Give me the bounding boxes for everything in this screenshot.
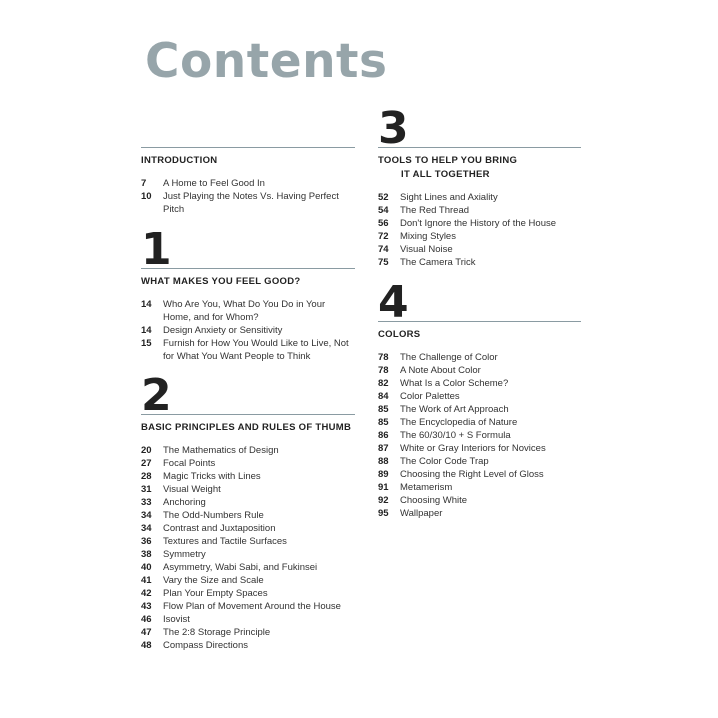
entry-page-number: 48 — [141, 640, 152, 651]
entry-page-number: 41 — [141, 575, 152, 586]
entry-page-number: 38 — [141, 549, 152, 560]
entry-page-number: 52 — [378, 192, 389, 203]
entry-page-number: 36 — [141, 536, 152, 547]
entry-title: Isovist — [163, 614, 190, 625]
toc-entry — [378, 416, 581, 429]
entry-page-number: 87 — [378, 443, 389, 454]
toc-entry — [141, 613, 355, 626]
toc-entry — [141, 324, 355, 337]
entry-title: Flow Plan of Movement Around the House — [163, 601, 341, 612]
entry-title: The Odd-Numbers Rule — [163, 510, 264, 521]
entry-page-number: 78 — [378, 352, 389, 363]
entry-page-number: 85 — [378, 404, 389, 415]
toc-entry — [141, 483, 355, 496]
toc-entry — [141, 626, 355, 639]
toc-entry — [378, 507, 581, 520]
toc-entry — [378, 377, 581, 390]
entry-title: Furnish for How You Would Like to Live, Not for What You Want People to Think — [163, 338, 349, 362]
section-1 — [141, 224, 355, 363]
entry-title: Sight Lines and Axiality — [400, 192, 498, 203]
entry-page-number: 82 — [378, 378, 389, 389]
toc-entry — [141, 496, 355, 509]
toc-entry — [378, 390, 581, 403]
section-2 — [141, 370, 355, 652]
entry-title: The Color Code Trap — [400, 456, 489, 467]
entry-page-number: 88 — [378, 456, 389, 467]
entry-title: What Is a Color Scheme? — [400, 378, 509, 389]
entry-title: Textures and Tactile Surfaces — [163, 536, 287, 547]
entry-title: Mixing Styles — [400, 231, 456, 242]
section-number: 2 — [141, 370, 172, 421]
entry-page-number: 15 — [141, 338, 152, 349]
section-3 — [378, 103, 581, 269]
toc-entry — [141, 600, 355, 613]
toc-entry — [141, 509, 355, 522]
entry-title: Who Are You, What Do You Do in Your Home, and for Whom? — [163, 299, 326, 323]
entry-page-number: 89 — [378, 469, 389, 480]
entry-title: Visual Noise — [400, 244, 453, 255]
section-heading-line1: TOOLS TO HELP YOU BRING — [378, 155, 518, 166]
entry-page-number: 43 — [141, 601, 152, 612]
entry-page-number: 42 — [141, 588, 152, 599]
entry-page-number: 78 — [378, 365, 389, 376]
toc-entry — [378, 191, 581, 204]
section-number: 3 — [378, 103, 409, 154]
section-4 — [378, 277, 581, 520]
entry-title: The Challenge of Color — [400, 352, 498, 363]
entry-page-number: 40 — [141, 562, 152, 573]
section-heading-line2: IT ALL TOGETHER — [401, 169, 490, 180]
toc-entry — [141, 587, 355, 600]
entry-list — [378, 351, 581, 520]
entry-title: Don't Ignore the History of the House — [400, 218, 557, 229]
toc-entry — [378, 429, 581, 442]
entry-title: Vary the Size and Scale — [163, 575, 264, 586]
section-heading — [378, 154, 581, 182]
entry-page-number: 72 — [378, 231, 389, 242]
toc-entry — [378, 442, 581, 455]
toc-entry — [141, 190, 355, 216]
entry-title: The Work of Art Approach — [400, 404, 509, 415]
entry-title: Visual Weight — [163, 484, 221, 495]
toc-entry — [378, 494, 581, 507]
toc-entry — [141, 639, 355, 652]
entry-page-number: 56 — [378, 218, 389, 229]
section-number: 4 — [378, 277, 409, 328]
entry-page-number: 7 — [141, 178, 147, 189]
entry-page-number: 85 — [378, 417, 389, 428]
entry-title: The Mathematics of Design — [163, 445, 279, 456]
section-divider — [141, 147, 355, 148]
toc-entry — [378, 455, 581, 468]
entry-list — [378, 191, 581, 269]
entry-title: A Note About Color — [400, 365, 481, 376]
entry-page-number: 47 — [141, 627, 152, 638]
entry-title: The 60/30/10 + S Formula — [400, 430, 511, 441]
page-title: Contents — [145, 34, 388, 89]
toc-entry — [378, 364, 581, 377]
entry-page-number: 14 — [141, 299, 152, 310]
entry-page-number: 95 — [378, 508, 389, 519]
entry-page-number: 27 — [141, 458, 152, 469]
toc-entry — [378, 468, 581, 481]
toc-entry — [141, 548, 355, 561]
entry-title: Magic Tricks with Lines — [163, 471, 261, 482]
entry-page-number: 34 — [141, 523, 152, 534]
entry-page-number: 74 — [378, 244, 389, 255]
entry-title: Asymmetry, Wabi Sabi, and Fukinsei — [163, 562, 318, 573]
entry-title: Symmetry — [163, 549, 206, 560]
entry-title: Color Palettes — [400, 391, 460, 402]
section-heading: WHAT MAKES YOU FEEL GOOD? — [141, 276, 301, 287]
entry-page-number: 31 — [141, 484, 152, 495]
entry-page-number: 14 — [141, 325, 152, 336]
entry-list — [141, 298, 355, 363]
toc-entry — [141, 298, 355, 324]
entry-title: The Red Thread — [400, 205, 470, 216]
entry-page-number: 34 — [141, 510, 152, 521]
toc-entry — [141, 457, 355, 470]
entry-page-number: 91 — [378, 482, 389, 493]
toc-entry — [378, 230, 581, 243]
toc-entry — [141, 574, 355, 587]
entry-list — [141, 444, 355, 652]
entry-title: Choosing the Right Level of Gloss — [400, 469, 544, 480]
toc-entry — [378, 204, 581, 217]
entry-page-number: 86 — [378, 430, 389, 441]
entry-title: White or Gray Interiors for Novices — [400, 443, 546, 454]
toc-entry — [378, 403, 581, 416]
toc-entry — [141, 470, 355, 483]
entry-title: Compass Directions — [163, 640, 248, 651]
toc-entry — [378, 243, 581, 256]
entry-page-number: 92 — [378, 495, 389, 506]
entry-title: A Home to Feel Good In — [163, 178, 265, 189]
section-divider — [141, 268, 355, 269]
entry-page-number: 54 — [378, 205, 389, 216]
entry-title: Choosing White — [400, 495, 468, 506]
entry-title: Plan Your Empty Spaces — [163, 588, 268, 599]
entry-title: Design Anxiety or Sensitivity — [163, 325, 283, 336]
entry-title: Wallpaper — [400, 508, 443, 519]
entry-title: Contrast and Juxtaposition — [163, 523, 276, 534]
entry-title: Just Playing the Notes Vs. Having Perfect Pitch — [163, 191, 339, 215]
entry-page-number: 75 — [378, 257, 389, 268]
section-introduction — [141, 147, 355, 216]
toc-entry — [141, 535, 355, 548]
entry-title: The Encyclopedia of Nature — [400, 417, 518, 428]
section-heading: BASIC PRINCIPLES AND RULES OF THUMB — [141, 422, 352, 433]
section-divider — [141, 414, 355, 415]
toc-entry — [378, 256, 581, 269]
toc-entry — [141, 337, 355, 363]
entry-title: Focal Points — [163, 458, 216, 469]
section-heading: COLORS — [378, 329, 421, 340]
section-heading: INTRODUCTION — [141, 155, 218, 166]
entry-page-number: 10 — [141, 191, 152, 202]
entry-page-number: 84 — [378, 391, 389, 402]
entry-title: The Camera Trick — [400, 257, 476, 268]
entry-title: Metamerism — [400, 482, 453, 493]
entry-page-number: 33 — [141, 497, 152, 508]
section-number: 1 — [141, 224, 172, 275]
entry-title: The 2:8 Storage Principle — [163, 627, 271, 638]
entry-page-number: 28 — [141, 471, 152, 482]
toc-entry — [141, 561, 355, 574]
toc-entry — [378, 481, 581, 494]
entry-title: Anchoring — [163, 497, 206, 508]
toc-entry — [141, 444, 355, 457]
entry-list — [141, 177, 355, 216]
toc-entry — [378, 217, 581, 230]
entry-page-number: 20 — [141, 445, 152, 456]
entry-page-number: 46 — [141, 614, 152, 625]
toc-entry — [141, 522, 355, 535]
toc-entry — [141, 177, 355, 190]
toc-entry — [378, 351, 581, 364]
